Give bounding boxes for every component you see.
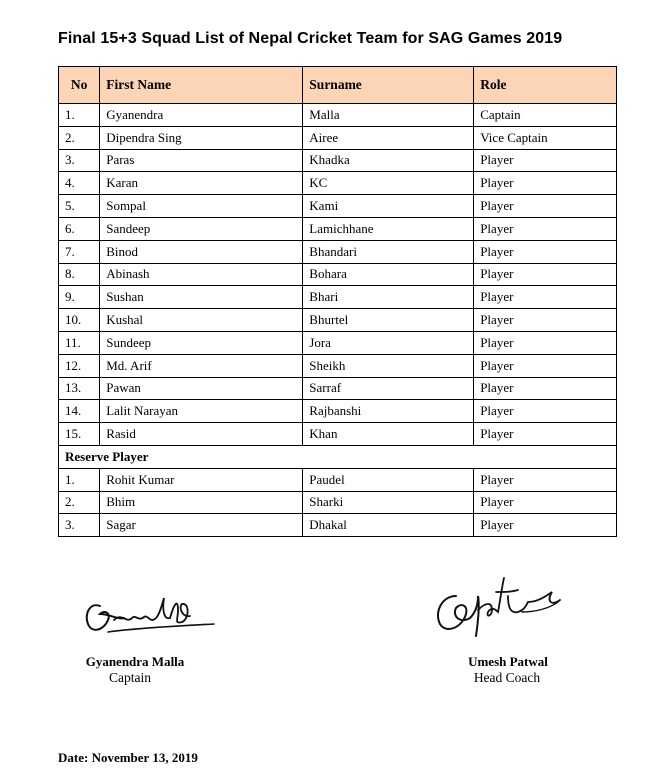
cell-role: Player <box>474 149 617 172</box>
column-header-role: Role <box>474 67 617 104</box>
cell-no: 5. <box>59 195 100 218</box>
table-row <box>59 491 617 514</box>
cell-no: 11. <box>59 331 100 354</box>
table-row <box>59 309 617 332</box>
cell-role: Player <box>474 195 617 218</box>
table-row <box>59 240 617 263</box>
captain-role: Captain <box>109 670 151 685</box>
table-row <box>59 263 617 286</box>
table-row <box>59 286 617 309</box>
cell-no: 2. <box>59 126 100 149</box>
cell-no: 12. <box>59 354 100 377</box>
cell-role: Player <box>474 468 617 491</box>
cell-no: 1. <box>59 104 100 127</box>
cell-no: 15. <box>59 423 100 446</box>
cell-first-name: Gyanendra <box>100 104 303 127</box>
cell-surname: Bhari <box>303 286 474 309</box>
squad-table-body <box>59 104 617 537</box>
cell-role: Player <box>474 423 617 446</box>
cell-no: 9. <box>59 286 100 309</box>
cell-role: Player <box>474 514 617 537</box>
cell-surname: Khan <box>303 423 474 446</box>
cell-role: Captain <box>474 104 617 127</box>
cell-role: Player <box>474 309 617 332</box>
cell-first-name: Sandeep <box>100 217 303 240</box>
cell-role: Player <box>474 331 617 354</box>
table-row <box>59 331 617 354</box>
page-title: Final 15+3 Squad List of Nepal Cricket Team for SAG Games 2019 <box>58 30 563 47</box>
cell-no: 3. <box>59 149 100 172</box>
cell-first-name: Lalit Narayan <box>100 400 303 423</box>
cell-surname: Sharki <box>303 491 474 514</box>
cell-first-name: Kushal <box>100 309 303 332</box>
squad-table <box>58 66 617 537</box>
table-row <box>59 377 617 400</box>
table-row <box>59 514 617 537</box>
cell-surname: Lamichhane <box>303 217 474 240</box>
cell-role: Player <box>474 172 617 195</box>
cell-no: 4. <box>59 172 100 195</box>
cell-surname: Airee <box>303 126 474 149</box>
column-header-first-name: First Name <box>100 67 303 104</box>
cell-first-name: Abinash <box>100 263 303 286</box>
cell-first-name: Rasid <box>100 423 303 446</box>
table-row <box>59 354 617 377</box>
cell-surname: KC <box>303 172 474 195</box>
cell-no: 10. <box>59 309 100 332</box>
cell-role: Player <box>474 354 617 377</box>
cell-first-name: Sagar <box>100 514 303 537</box>
column-header-surname: Surname <box>303 67 474 104</box>
cell-role: Player <box>474 240 617 263</box>
cell-surname: Bohara <box>303 263 474 286</box>
captain-signature <box>78 584 220 644</box>
table-header-row <box>59 67 617 104</box>
table-row <box>59 104 617 127</box>
reserve-section-row <box>59 445 617 468</box>
cell-first-name: Paras <box>100 149 303 172</box>
table-row <box>59 195 617 218</box>
cell-role: Player <box>474 491 617 514</box>
cell-surname: Malla <box>303 104 474 127</box>
cell-surname: Bhandari <box>303 240 474 263</box>
head-coach-name: Umesh Patwal <box>468 654 548 669</box>
cell-no: 3. <box>59 514 100 537</box>
table-row <box>59 126 617 149</box>
reserve-section-label: Reserve Player <box>59 445 617 468</box>
head-coach-signature <box>426 566 571 642</box>
cell-role: Player <box>474 400 617 423</box>
cell-role: Player <box>474 377 617 400</box>
cell-first-name: Bhim <box>100 491 303 514</box>
cell-surname: Khadka <box>303 149 474 172</box>
cell-surname: Kami <box>303 195 474 218</box>
cell-first-name: Binod <box>100 240 303 263</box>
cell-role: Player <box>474 217 617 240</box>
cell-surname: Bhurtel <box>303 309 474 332</box>
cell-first-name: Karan <box>100 172 303 195</box>
cell-no: 8. <box>59 263 100 286</box>
cell-surname: Paudel <box>303 468 474 491</box>
table-row <box>59 217 617 240</box>
table-row <box>59 423 617 446</box>
cell-no: 7. <box>59 240 100 263</box>
cell-no: 2. <box>59 491 100 514</box>
cell-no: 13. <box>59 377 100 400</box>
cell-role: Player <box>474 286 617 309</box>
cell-surname: Jora <box>303 331 474 354</box>
cell-surname: Sheikh <box>303 354 474 377</box>
cell-no: 6. <box>59 217 100 240</box>
table-row <box>59 468 617 491</box>
cell-first-name: Sompal <box>100 195 303 218</box>
cell-surname: Sarraf <box>303 377 474 400</box>
column-header-no: No <box>59 67 100 104</box>
cell-role: Player <box>474 263 617 286</box>
cell-first-name: Dipendra Sing <box>100 126 303 149</box>
cell-role: Vice Captain <box>474 126 617 149</box>
document-date: Date: November 13, 2019 <box>58 750 198 765</box>
cell-first-name: Md. Arif <box>100 354 303 377</box>
cell-no: 1. <box>59 468 100 491</box>
cell-surname: Dhakal <box>303 514 474 537</box>
head-coach-role: Head Coach <box>473 670 541 685</box>
cell-first-name: Sundeep <box>100 331 303 354</box>
cell-first-name: Sushan <box>100 286 303 309</box>
cell-first-name: Pawan <box>100 377 303 400</box>
cell-surname: Rajbanshi <box>303 400 474 423</box>
table-row <box>59 149 617 172</box>
cell-first-name: Rohit Kumar <box>100 468 303 491</box>
table-row <box>59 400 617 423</box>
cell-no: 14. <box>59 400 100 423</box>
table-row <box>59 172 617 195</box>
captain-name: Gyanendra Malla <box>85 654 185 669</box>
